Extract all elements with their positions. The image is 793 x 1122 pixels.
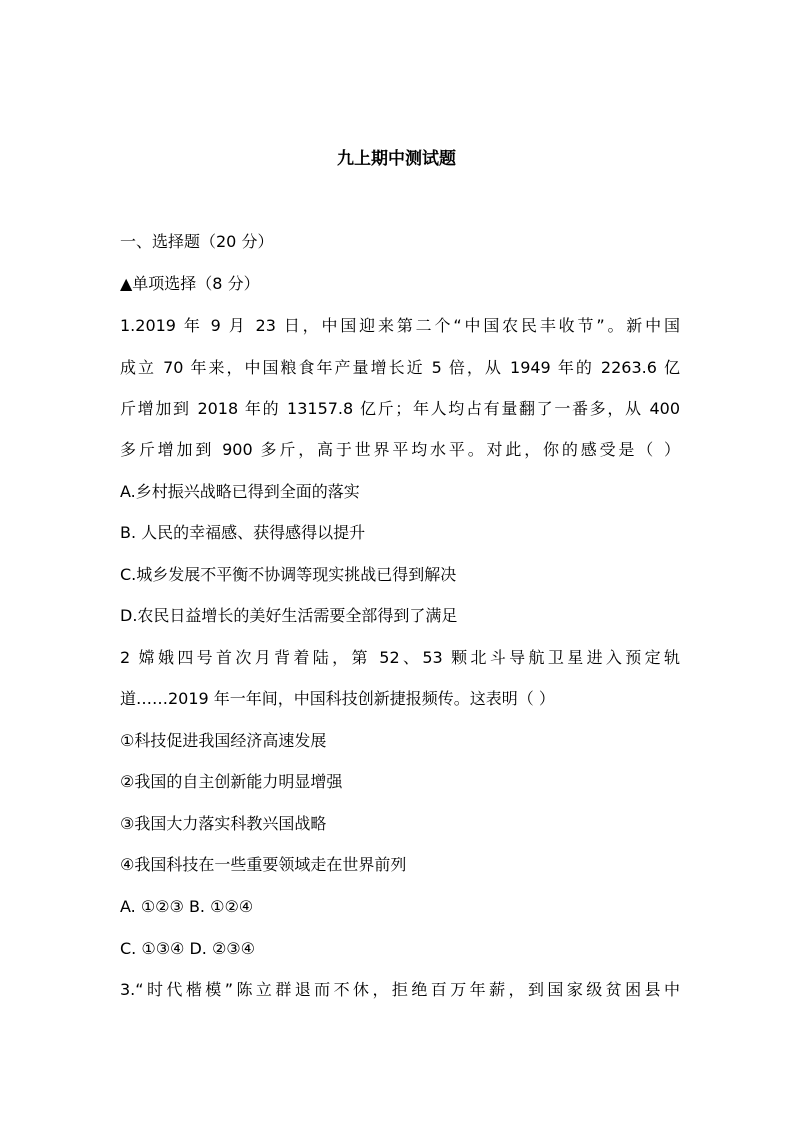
q2-options-row-2: C. ①③④ D. ②③④ <box>120 939 255 958</box>
q1-option-b: B. 人民的幸福感、获得感得以提升 <box>120 523 366 542</box>
page-title: 九上期中测试题 <box>337 149 456 169</box>
q2-statement-1: ①科技促进我国经济高速发展 <box>120 731 327 750</box>
q1-option-d: D.农民日益增长的美好生活需要全部得到了满足 <box>120 606 458 625</box>
section-heading: 一、选择题（20 分） <box>120 232 274 251</box>
q1-text-line-1: 1.2019 年 9 月 23 日，中国迎来第二个“中国农民丰收节”。新中国 <box>120 316 680 335</box>
q1-text-line-4: 多斤增加到 900 多斤，高于世界平均水平。对此，你的感受是（ ） <box>120 440 680 459</box>
q2-options-row-1: A. ①②③ B. ①②④ <box>120 897 254 916</box>
q1-option-c: C.城乡发展不平衡不协调等现实挑战已得到解决 <box>120 565 457 584</box>
q2-statement-2: ②我国的自主创新能力明显增强 <box>120 772 343 791</box>
q2-text-line-2: 道……2019 年一年间，中国科技创新捷报频传。这表明（ ） <box>120 689 555 708</box>
q1-text-line-3: 斤增加到 2018 年的 13157.8 亿斤；年人均占有量翻了一番多，从 400 <box>120 399 680 418</box>
q2-statement-4: ④我国科技在一些重要领域走在世界前列 <box>120 855 407 874</box>
q1-option-a: A.乡村振兴战略已得到全面的落实 <box>120 482 360 501</box>
q2-text-line-1: 2 嫦娥四号首次月背着陆，第 52、53 颗北斗导航卫星进入预定轨 <box>120 648 680 667</box>
subsection-heading: ▲单项选择（8 分） <box>120 274 260 293</box>
q2-statement-3: ③我国大力落实科教兴国战略 <box>120 814 327 833</box>
q3-text-line-1: 3.“时代楷模”陈立群退而不休，拒绝百万年薪，到国家级贫困县中 <box>120 980 680 999</box>
q1-text-line-2: 成立 70 年来，中国粮食年产量增长近 5 倍，从 1949 年的 2263.6 亿 <box>120 358 680 377</box>
